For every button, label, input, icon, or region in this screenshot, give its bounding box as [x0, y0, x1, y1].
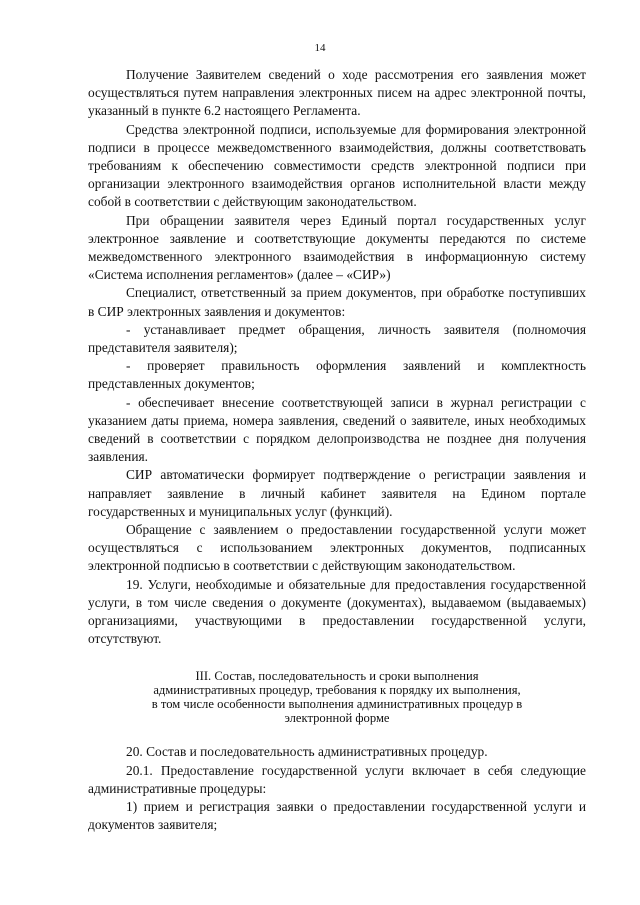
- page-number: 14: [314, 42, 326, 54]
- paragraph-single-portal: При обращении заявителя через Единый портал государственных услуг электронное заявление и соответствующие документы передаются по системе межведомственного электронного взаимодействия в информационную систему «Система исполнения регламентов» (далее – «СИР»): [88, 212, 586, 283]
- paragraph-electronic-documents: Обращение с заявлением о предоставлении государственной услуги может осуществляться с использованием электронных документов, подписанных электронной подписью в соответствии с действующим законодательством.: [88, 522, 586, 574]
- paragraph-item-19: 19. Услуги, необходимые и обязательные для предоставления государственной услуги, в том числе сведения о документе (документах), выдаваемом (выдаваемых) организациями, участвующими в предоставлении государственной услуги, отсутствуют.: [88, 576, 586, 647]
- paragraph-item-20: 20. Состав и последовательность административных процедур.: [126, 744, 488, 760]
- section-heading-iii: III. Состав, последовательность и сроки выполнения административных процедур, требования к порядку их выполнения, в том числе особенности выполнения административных процедур в электронной форме: [151, 668, 523, 726]
- list-item-procedure-1: 1) прием и регистрация заявки о предоставлении государственной услуги и документов заявителя;: [88, 798, 586, 833]
- list-item-check-documents: - проверяет правильность оформления заявлений и комплектность представленных документов;: [88, 358, 586, 392]
- paragraph-electronic-signature: Средства электронной подписи, используемые для формирования электронной подписи в процессе межведомственного взаимодействия, должны соответствовать требованиям к обеспечению совместимости средств электронной подписи при организации электронного взаимодействия органов исполнительной власти между собой в соответствии с действующим законодательством.: [88, 121, 586, 210]
- list-item-journal-record: - обеспечивает внесение соответствующей записи в журнал регистрации с указанием даты приема, номера заявления, сведений о заявителе, иных необходимых сведений в соответствии с порядком делопроизводства не позднее дня получения заявления.: [88, 394, 586, 465]
- paragraph-specialist: Специалист, ответственный за прием документов, при обработке поступивших в СИР электронных заявления и документов:: [88, 285, 586, 319]
- list-item-subject: - устанавливает предмет обращения, личность заявителя (полномочия представителя заявителя);: [88, 321, 586, 356]
- paragraph-status-info: Получение Заявителем сведений о ходе рассмотрения его заявления может осуществляться путем направления электронных писем на адрес электронной почты, указанный в пункте 6.2 настоящего Регламента.: [88, 67, 586, 119]
- document-body: [88, 66, 586, 834]
- paragraph-item-20-1: 20.1. Предоставление государственной услуги включает в себя следующие административные процедуры:: [88, 762, 586, 796]
- paragraph-sir-confirmation: СИР автоматически формирует подтверждение о регистрации заявления и направляет заявление в личный кабинет заявителя на Едином портале государственных и муниципальных услуг (функций).: [88, 467, 586, 519]
